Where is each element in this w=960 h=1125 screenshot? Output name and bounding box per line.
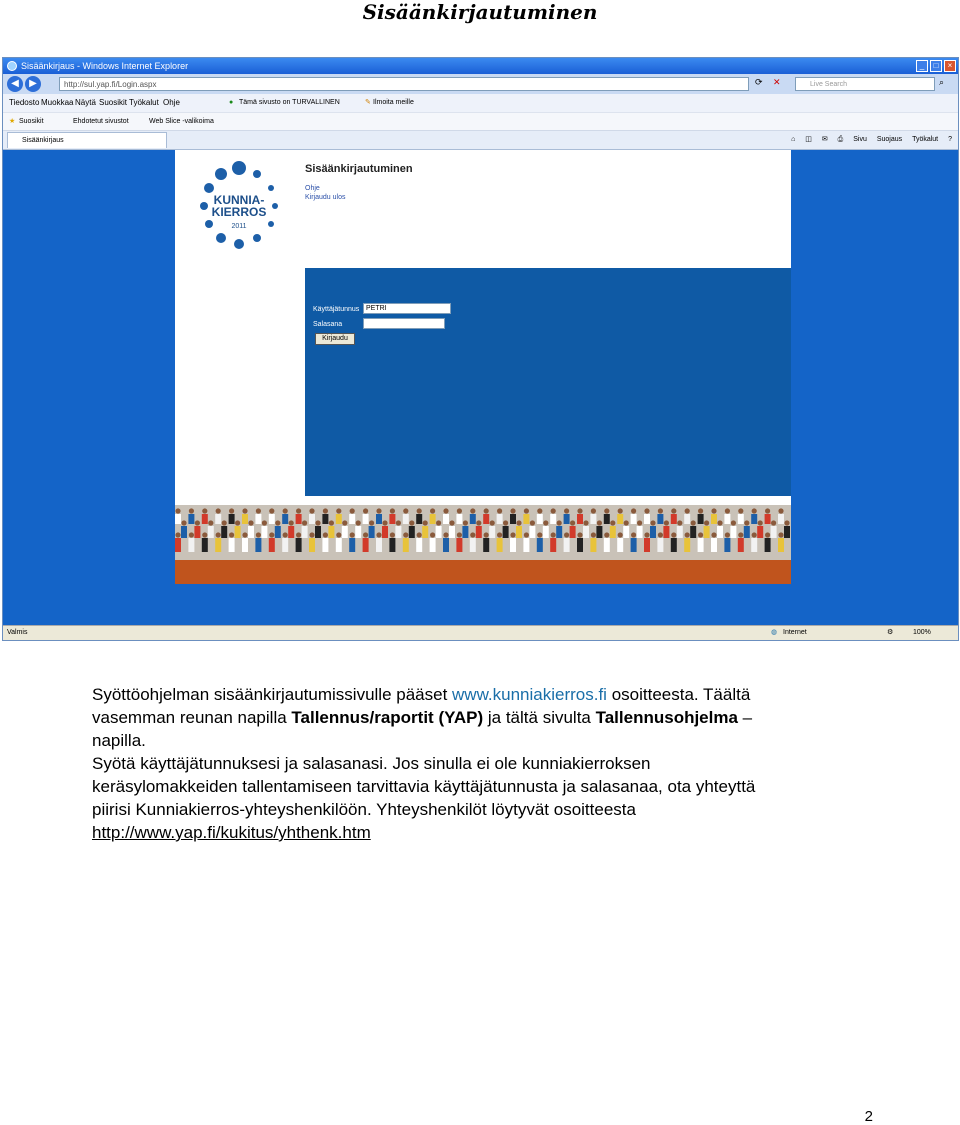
tab-sisaankirjaus[interactable]: Sisäänkirjaus: [7, 132, 167, 148]
paragraph-line-2: [92, 706, 752, 729]
text-segment: osoitteesta. Täältä: [606, 685, 751, 704]
feed-icon[interactable]: ◫: [805, 136, 812, 143]
tool-tools[interactable]: Työkalut: [912, 136, 939, 143]
status-zone: Internet: [783, 629, 807, 636]
text-segment: vasemman reunan napilla: [92, 708, 292, 727]
browser-screenshot: [2, 57, 959, 641]
login-button[interactable]: Kirjaudu: [315, 333, 355, 345]
paragraph-line-7: [92, 821, 371, 844]
status-bar: [3, 625, 958, 640]
logo-year: 2011: [231, 223, 247, 230]
search-icon[interactable]: ⌕: [939, 77, 945, 87]
login-panel: [305, 268, 791, 496]
protected-mode-icon: ⚙: [887, 629, 894, 636]
page-heading: Sisäänkirjautuminen: [362, 0, 598, 24]
refresh-icon[interactable]: ⟳: [755, 77, 763, 87]
site-title: Sisäänkirjautuminen: [305, 163, 413, 175]
bold-term: Tallennusohjelma: [595, 708, 738, 727]
tool-security[interactable]: Suojaus: [876, 136, 903, 143]
web-slice-link[interactable]: Web Slice -valikoima: [149, 118, 214, 125]
text-segment: Syöttöohjelman sisäänkirjautumissivulle pääset: [92, 685, 453, 704]
suggested-sites-link[interactable]: Ehdotetut sivustot: [73, 118, 129, 125]
report-link[interactable]: Ilmoita meille: [373, 99, 414, 106]
paragraph-line-1: [92, 683, 750, 706]
logout-link[interactable]: Kirjaudu ulos: [305, 194, 346, 201]
search-input[interactable]: Live Search: [795, 77, 935, 91]
favorites-bar: [3, 112, 958, 131]
zoom-level[interactable]: 100%: [913, 629, 931, 636]
close-icon[interactable]: ×: [944, 60, 956, 72]
favorites-button[interactable]: Suosikit: [19, 118, 44, 125]
maximize-icon[interactable]: □: [930, 60, 942, 72]
menu-item-nayta[interactable]: Näytä: [75, 98, 96, 107]
password-field[interactable]: [363, 318, 445, 329]
text-segment: –: [737, 708, 753, 727]
help-link[interactable]: Ohje: [305, 185, 320, 192]
paragraph-line-3: napilla.: [92, 731, 146, 750]
bold-term: Tallennus/raportit (YAP): [291, 708, 484, 727]
contacts-link[interactable]: http://www.yap.fi/kukitus/yhthenk.htm: [92, 823, 371, 842]
report-icon: ✎: [365, 99, 371, 106]
mail-icon[interactable]: ✉: [821, 136, 828, 143]
web-page: [175, 150, 791, 584]
back-icon[interactable]: ◀: [7, 76, 23, 92]
menu-item-tiedosto[interactable]: Tiedosto: [9, 98, 40, 107]
stop-icon[interactable]: ✕: [773, 77, 781, 87]
menu-item-suosikit[interactable]: Suosikit: [99, 98, 128, 107]
menu-item-ohje[interactable]: Ohje: [163, 98, 180, 107]
security-link[interactable]: Tämä sivusto on TURVALLINEN: [239, 99, 340, 106]
menu-item-tyokalut[interactable]: Työkalut: [129, 98, 159, 107]
menu-bar: [3, 94, 958, 112]
help-icon[interactable]: ?: [948, 136, 952, 143]
paragraph-line-6: piirisi Kunniakierros-yhteyshenkilöön. Yhteyshenkilöt löytyvät osoitteesta: [92, 800, 636, 819]
home-icon[interactable]: ⌂: [791, 136, 796, 143]
tab-bar: [3, 130, 958, 150]
text-segment: ja tältä sivulta: [483, 708, 596, 727]
logo-text-1: KUNNIA-: [213, 193, 265, 207]
star-icon: ★: [9, 118, 16, 125]
window-titlebar: [3, 58, 958, 74]
runners-crowd-photo: [175, 505, 791, 584]
status-text: Valmis: [7, 629, 28, 636]
logo-text-2: KIERROS: [211, 205, 267, 219]
address-input[interactable]: http://sul.yap.fi/Login.aspx: [59, 77, 749, 91]
forward-icon[interactable]: ▶: [25, 76, 41, 92]
ie-icon: [7, 61, 17, 71]
kunniakierros-link[interactable]: www.kunniakierros.fi: [452, 685, 607, 704]
username-label: Käyttäjätunnus: [313, 306, 360, 313]
minimize-icon[interactable]: _: [916, 60, 928, 72]
page-number: 2: [864, 1108, 873, 1125]
tool-page[interactable]: Sivu: [853, 136, 867, 143]
paragraph-line-4: Syötä käyttäjätunnuksesi ja salasanasi. Jos sinulla ei ole kunniakierroksen: [92, 754, 651, 773]
username-field[interactable]: PETRI: [363, 303, 451, 314]
security-check-icon: ●: [229, 99, 234, 106]
kunniakierros-logo: [187, 158, 291, 258]
paragraph-line-5: keräsylomakkeiden tallentamiseen tarvittavia käyttäjätunnusta ja salasanaa, ota yhteyttä: [92, 777, 756, 796]
menu-item-muokkaa[interactable]: Muokkaa: [41, 98, 74, 107]
print-icon[interactable]: ⎙: [837, 136, 844, 143]
password-label: Salasana: [313, 321, 343, 328]
window-title: Sisäänkirjaus - Windows Internet Explorer: [21, 61, 189, 71]
globe-icon: ◍: [771, 629, 778, 636]
address-bar: [3, 74, 958, 94]
